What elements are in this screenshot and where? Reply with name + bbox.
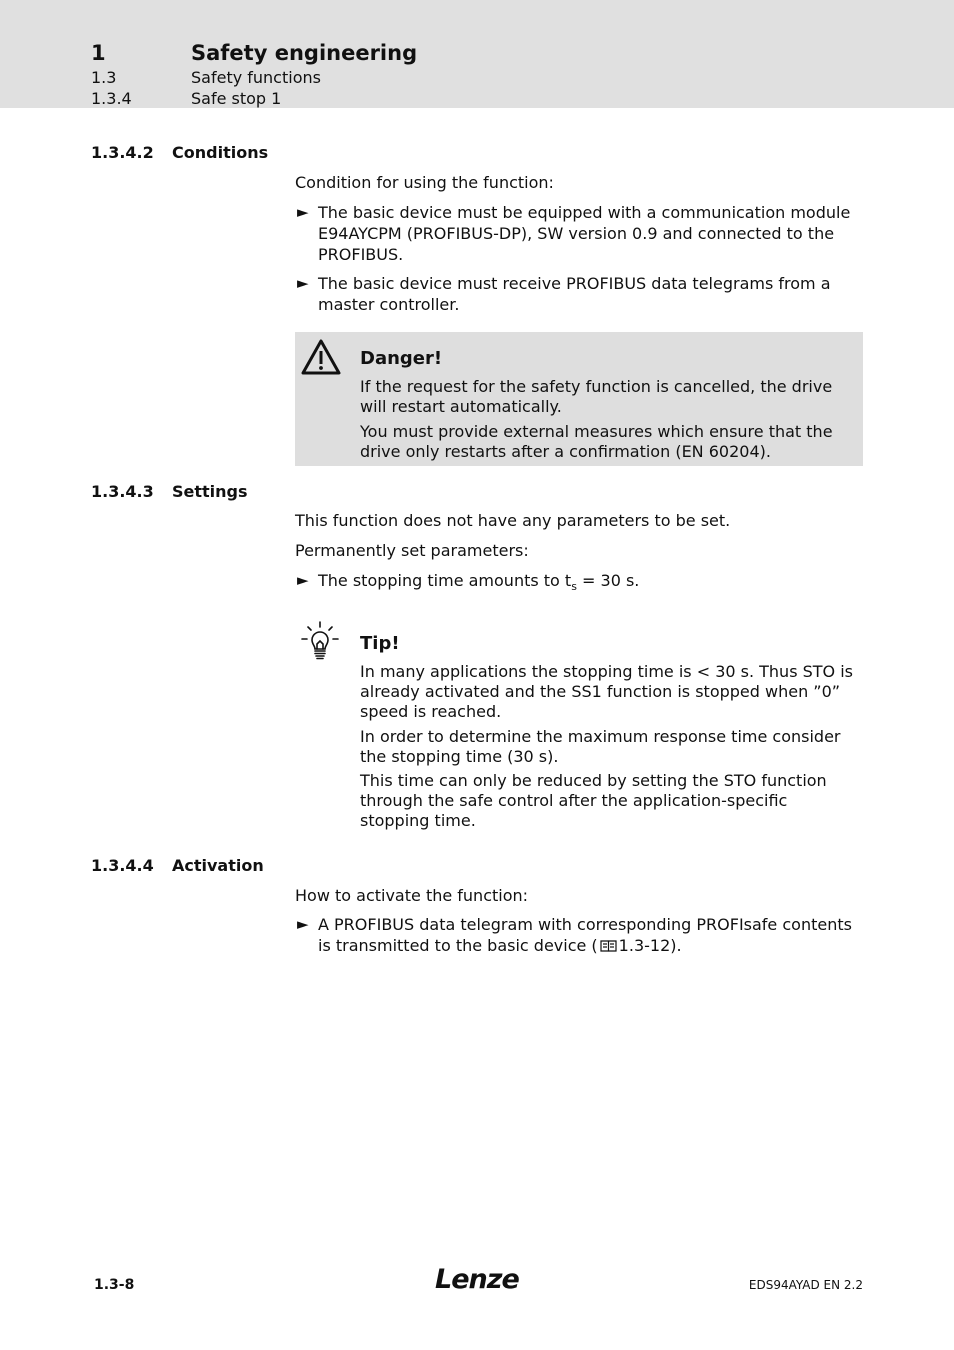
section-number: 1.3 bbox=[91, 68, 117, 87]
activation-number: 1.3.4.4 bbox=[91, 856, 154, 875]
section-title: Safety functions bbox=[191, 68, 321, 87]
activation-bullet-main: A PROFIBUS data telegram with corresponding PROFIsafe contents is transmitted to the basic device ( bbox=[318, 915, 852, 955]
settings-number: 1.3.4.3 bbox=[91, 482, 154, 501]
activation-title: Activation bbox=[172, 856, 264, 875]
danger-title: Danger! bbox=[360, 348, 443, 369]
danger-text-1: If the request for the safety function is cancelled, the drive will restart automatically. bbox=[360, 377, 833, 416]
stopping-time-subscript: s bbox=[571, 580, 577, 594]
page-reference-link[interactable]: 1.3-12 bbox=[618, 936, 671, 955]
activation-bullet bbox=[297, 914, 863, 956]
conditions-intro: Condition for using the function: bbox=[295, 173, 554, 192]
conditions-bullet-2 bbox=[297, 273, 863, 315]
bullet-marker: ► bbox=[297, 203, 309, 221]
chapter-number: 1 bbox=[91, 41, 106, 65]
conditions-bullet-1-text: The basic device must be equipped with a communication module E94AYCPM (PROFIBUS-DP), SW version 0.9 and connected to the PROFIBUS. bbox=[318, 203, 851, 264]
activation-bullet-text bbox=[318, 914, 863, 956]
activation-intro: How to activate the function: bbox=[295, 886, 529, 905]
stopping-time-value: = 30 s. bbox=[576, 571, 640, 590]
settings-bullet bbox=[297, 570, 863, 597]
tip-title: Tip! bbox=[360, 633, 400, 654]
lenze-logo: Lenze bbox=[435, 1264, 519, 1295]
warning-triangle-icon bbox=[300, 338, 342, 376]
conditions-bullet-2-text: The basic device must receive PROFIBUS data telegrams from a master controller. bbox=[318, 274, 831, 314]
subsection-title: Safe stop 1 bbox=[191, 89, 282, 108]
settings-intro-1: This function does not have any parameters to be set. bbox=[295, 511, 731, 530]
chapter-title: Safety engineering bbox=[191, 41, 418, 65]
page-number: 1.3-8 bbox=[94, 1277, 135, 1293]
settings-intro-2: Permanently set parameters: bbox=[295, 541, 529, 560]
lightbulb-icon bbox=[300, 620, 340, 662]
settings-bullet-text bbox=[318, 570, 863, 597]
settings-title: Settings bbox=[172, 482, 248, 501]
bullet-marker: ► bbox=[297, 274, 309, 292]
conditions-bullet-1 bbox=[297, 202, 863, 265]
bullet-marker: ► bbox=[297, 571, 309, 589]
danger-text-2: You must provide external measures which ensure that the drive only restarts after a confirmation (EN 60204). bbox=[360, 422, 833, 461]
book-reference-icon bbox=[600, 939, 617, 952]
activation-bullet-end: ). bbox=[670, 936, 682, 955]
header-band bbox=[0, 0, 954, 108]
tip-text-2: In order to determine the maximum response time consider the stopping time (30 s). bbox=[360, 727, 841, 766]
subsection-number: 1.3.4 bbox=[91, 89, 132, 108]
stopping-time-label: The stopping time amounts to t bbox=[318, 571, 572, 590]
document-id: EDS94AYAD EN 2.2 bbox=[748, 1278, 863, 1292]
tip-text-1: In many applications the stopping time is < 30 s. Thus STO is already activated and the SS1 function is stopped when ”0” speed is reached. bbox=[360, 662, 854, 721]
tip-text-3: This time can only be reduced by setting the STO function through the safe control after the application-specific stopping time. bbox=[360, 771, 827, 830]
bullet-marker: ► bbox=[297, 915, 309, 933]
conditions-number: 1.3.4.2 bbox=[91, 143, 154, 162]
conditions-title: Conditions bbox=[172, 143, 269, 162]
